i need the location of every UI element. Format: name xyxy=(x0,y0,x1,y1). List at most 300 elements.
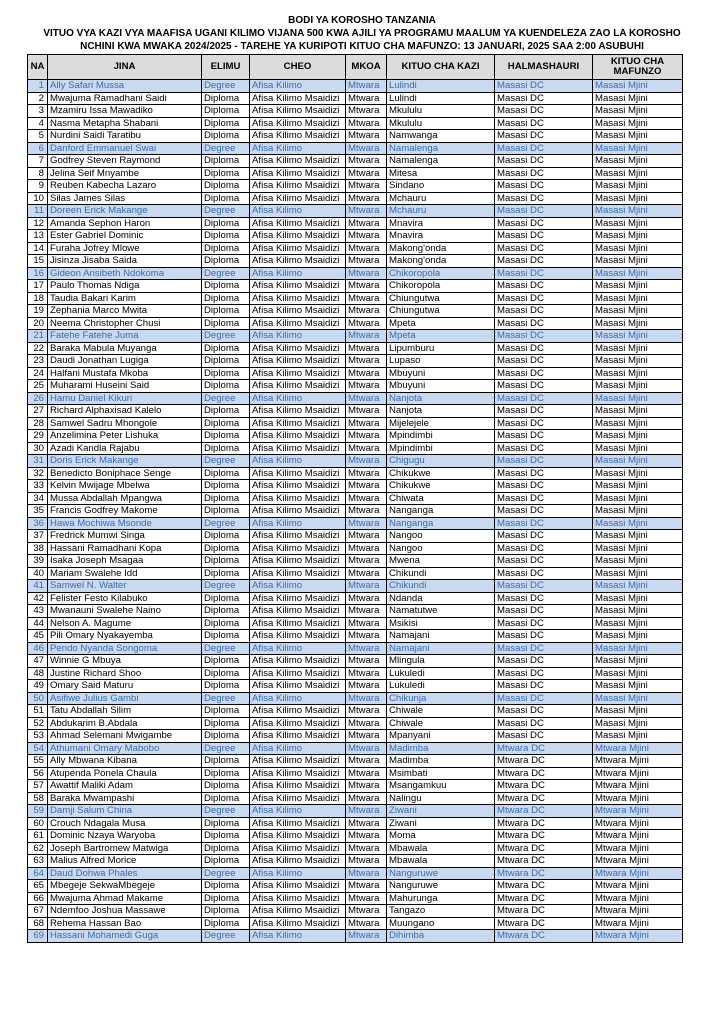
row-workstation: Mpindimbi xyxy=(387,430,495,443)
row-training-center: Masasi Mjini xyxy=(593,717,683,730)
row-number: 11 xyxy=(28,205,48,218)
row-name: Malius Alfred Morice xyxy=(48,855,202,868)
row-training-center: Masasi Mjini xyxy=(593,167,683,180)
row-number: 48 xyxy=(28,667,48,680)
row-title: Afisa Kilimo Msaidizi xyxy=(250,467,346,480)
row-number: 30 xyxy=(28,442,48,455)
row-title: Afisa Kilimo Msaidizi xyxy=(250,380,346,393)
row-council: Masasi DC xyxy=(495,255,593,268)
row-title: Afisa Kilimo Msaidizi xyxy=(250,830,346,843)
row-training-center: Masasi Mjini xyxy=(593,667,683,680)
row-number: 3 xyxy=(28,105,48,118)
row-region: Mtwara xyxy=(346,617,387,630)
row-region: Mtwara xyxy=(346,692,387,705)
row-name: Mariam Swalehe Idd xyxy=(48,567,202,580)
row-name: Damji Salum China xyxy=(48,805,202,818)
row-region: Mtwara xyxy=(346,892,387,905)
row-education: Diploma xyxy=(202,192,250,205)
table-row xyxy=(28,930,683,943)
row-workstation: Lukuledi xyxy=(387,680,495,693)
row-training-center: Mtwara Mjini xyxy=(593,767,683,780)
table-row xyxy=(28,330,683,343)
row-workstation: Lipumburu xyxy=(387,342,495,355)
row-title: Afisa Kilimo Msaidizi xyxy=(250,767,346,780)
row-training-center: Masasi Mjini xyxy=(593,255,683,268)
row-education: Degree xyxy=(202,517,250,530)
row-council: Masasi DC xyxy=(495,605,593,618)
row-council: Masasi DC xyxy=(495,317,593,330)
row-council: Masasi DC xyxy=(495,117,593,130)
col-header-halmashauri: HALMASHAURI xyxy=(495,55,593,80)
row-title: Afisa Kilimo Msaidizi xyxy=(250,792,346,805)
row-number: 23 xyxy=(28,355,48,368)
row-name: Baraka Mwampashi xyxy=(48,792,202,805)
row-training-center: Masasi Mjini xyxy=(593,217,683,230)
row-council: Masasi DC xyxy=(495,230,593,243)
row-training-center: Mtwara Mjini xyxy=(593,842,683,855)
row-education: Diploma xyxy=(202,255,250,268)
row-workstation: Chigugu xyxy=(387,455,495,468)
row-training-center: Mtwara Mjini xyxy=(593,867,683,880)
row-council: Masasi DC xyxy=(495,342,593,355)
row-region: Mtwara xyxy=(346,917,387,930)
table-row xyxy=(28,705,683,718)
table-row xyxy=(28,742,683,755)
row-workstation: Muungano xyxy=(387,917,495,930)
row-workstation: Chiwale xyxy=(387,717,495,730)
table-row xyxy=(28,480,683,493)
table-row xyxy=(28,630,683,643)
row-education: Diploma xyxy=(202,430,250,443)
row-council: Masasi DC xyxy=(495,180,593,193)
row-council: Masasi DC xyxy=(495,217,593,230)
table-row xyxy=(28,117,683,130)
row-council: Masasi DC xyxy=(495,480,593,493)
row-training-center: Masasi Mjini xyxy=(593,480,683,493)
row-title: Afisa Kilimo xyxy=(250,867,346,880)
row-title: Afisa Kilimo Msaidizi xyxy=(250,480,346,493)
table-row xyxy=(28,917,683,930)
row-education: Diploma xyxy=(202,417,250,430)
row-council: Masasi DC xyxy=(495,430,593,443)
row-training-center: Masasi Mjini xyxy=(593,642,683,655)
row-name: Daudi Jonathan Lugiga xyxy=(48,355,202,368)
row-title: Afisa Kilimo Msaidizi xyxy=(250,605,346,618)
row-region: Mtwara xyxy=(346,680,387,693)
row-education: Diploma xyxy=(202,630,250,643)
row-workstation: Msimbati xyxy=(387,767,495,780)
row-name: Nasma Metapha Shabani xyxy=(48,117,202,130)
row-education: Degree xyxy=(202,80,250,93)
row-region: Mtwara xyxy=(346,567,387,580)
row-name: Halfani Mustafa Mkoba xyxy=(48,367,202,380)
row-title: Afisa Kilimo Msaidizi xyxy=(250,217,346,230)
row-council: Mtwara DC xyxy=(495,830,593,843)
row-region: Mtwara xyxy=(346,742,387,755)
row-council: Mtwara DC xyxy=(495,767,593,780)
table-header-row xyxy=(28,55,683,80)
row-title: Afisa Kilimo xyxy=(250,267,346,280)
row-workstation: Ziwani xyxy=(387,817,495,830)
row-region: Mtwara xyxy=(346,542,387,555)
row-title: Afisa Kilimo Msaidizi xyxy=(250,355,346,368)
row-number: 34 xyxy=(28,492,48,505)
row-education: Diploma xyxy=(202,117,250,130)
row-name: Mussa Abdallah Mpangwa xyxy=(48,492,202,505)
row-workstation: Namalenga xyxy=(387,142,495,155)
row-council: Masasi DC xyxy=(495,105,593,118)
table-row xyxy=(28,342,683,355)
row-region: Mtwara xyxy=(346,630,387,643)
row-title: Afisa Kilimo Msaidizi xyxy=(250,292,346,305)
row-region: Mtwara xyxy=(346,105,387,118)
row-workstation: Mwena xyxy=(387,555,495,568)
row-council: Masasi DC xyxy=(495,580,593,593)
row-education: Diploma xyxy=(202,667,250,680)
row-council: Masasi DC xyxy=(495,392,593,405)
row-name: Anzelimina Peter Lishuka xyxy=(48,430,202,443)
row-region: Mtwara xyxy=(346,592,387,605)
row-training-center: Masasi Mjini xyxy=(593,355,683,368)
row-region: Mtwara xyxy=(346,317,387,330)
row-council: Masasi DC xyxy=(495,267,593,280)
table-row xyxy=(28,817,683,830)
row-council: Masasi DC xyxy=(495,455,593,468)
table-row xyxy=(28,780,683,793)
row-workstation: Ndanda xyxy=(387,592,495,605)
row-council: Mtwara DC xyxy=(495,792,593,805)
row-region: Mtwara xyxy=(346,80,387,93)
row-region: Mtwara xyxy=(346,92,387,105)
table-row xyxy=(28,392,683,405)
row-region: Mtwara xyxy=(346,355,387,368)
row-council: Masasi DC xyxy=(495,542,593,555)
row-number: 28 xyxy=(28,417,48,430)
row-region: Mtwara xyxy=(346,830,387,843)
row-number: 13 xyxy=(28,230,48,243)
row-number: 57 xyxy=(28,780,48,793)
row-number: 49 xyxy=(28,680,48,693)
row-education: Degree xyxy=(202,867,250,880)
row-council: Masasi DC xyxy=(495,717,593,730)
row-name: Zephania Marco Mwita xyxy=(48,305,202,318)
row-number: 21 xyxy=(28,330,48,343)
row-name: Godfrey Steven Raymond xyxy=(48,155,202,168)
row-workstation: Chiungutwa xyxy=(387,305,495,318)
table-row xyxy=(28,730,683,743)
row-workstation: Nanguruwe xyxy=(387,880,495,893)
row-region: Mtwara xyxy=(346,430,387,443)
row-number: 36 xyxy=(28,517,48,530)
row-number: 51 xyxy=(28,705,48,718)
row-workstation: Nanjota xyxy=(387,392,495,405)
col-header-mkoa: MKOA xyxy=(346,55,387,80)
row-education: Diploma xyxy=(202,167,250,180)
table-row xyxy=(28,217,683,230)
row-title: Afisa Kilimo Msaidizi xyxy=(250,317,346,330)
row-title: Afisa Kilimo Msaidizi xyxy=(250,430,346,443)
row-training-center: Masasi Mjini xyxy=(593,92,683,105)
row-education: Diploma xyxy=(202,605,250,618)
table-row xyxy=(28,267,683,280)
row-training-center: Masasi Mjini xyxy=(593,730,683,743)
row-training-center: Mtwara Mjini xyxy=(593,930,683,943)
row-education: Diploma xyxy=(202,567,250,580)
row-education: Diploma xyxy=(202,292,250,305)
row-education: Diploma xyxy=(202,280,250,293)
row-education: Degree xyxy=(202,392,250,405)
table-row xyxy=(28,405,683,418)
row-title: Afisa Kilimo Msaidizi xyxy=(250,192,346,205)
row-number: 58 xyxy=(28,792,48,805)
table-row xyxy=(28,417,683,430)
row-name: Mzamiru Issa Mawadiko xyxy=(48,105,202,118)
row-name: Ally Mbwana Kibana xyxy=(48,755,202,768)
row-workstation: Msikisi xyxy=(387,617,495,630)
row-education: Diploma xyxy=(202,355,250,368)
row-workstation: Namatutwe xyxy=(387,605,495,618)
table-row xyxy=(28,905,683,918)
row-name: Benedicto Boniphace Senge xyxy=(48,467,202,480)
row-number: 68 xyxy=(28,917,48,930)
row-title: Afisa Kilimo Msaidizi xyxy=(250,542,346,555)
row-region: Mtwara xyxy=(346,517,387,530)
row-number: 37 xyxy=(28,530,48,543)
row-number: 55 xyxy=(28,755,48,768)
row-education: Diploma xyxy=(202,155,250,168)
row-name: Winnie G Mbuya xyxy=(48,655,202,668)
row-title: Afisa Kilimo Msaidizi xyxy=(250,305,346,318)
row-number: 6 xyxy=(28,142,48,155)
row-training-center: Masasi Mjini xyxy=(593,267,683,280)
row-title: Afisa Kilimo Msaidizi xyxy=(250,855,346,868)
row-workstation: Sindano xyxy=(387,180,495,193)
row-title: Afisa Kilimo Msaidizi xyxy=(250,92,346,105)
row-workstation: Mbuyuni xyxy=(387,367,495,380)
row-training-center: Masasi Mjini xyxy=(593,342,683,355)
row-title: Afisa Kilimo Msaidizi xyxy=(250,117,346,130)
row-workstation: Moma xyxy=(387,830,495,843)
table-row xyxy=(28,242,683,255)
row-number: 10 xyxy=(28,192,48,205)
table-row xyxy=(28,767,683,780)
row-name: Azadi Kandla Rajabu xyxy=(48,442,202,455)
row-name: Ester Gabriel Dominic xyxy=(48,230,202,243)
table-row xyxy=(28,692,683,705)
row-council: Mtwara DC xyxy=(495,917,593,930)
row-name: Athumani Omary Mabobo xyxy=(48,742,202,755)
row-title: Afisa Kilimo xyxy=(250,330,346,343)
row-region: Mtwara xyxy=(346,442,387,455)
row-training-center: Masasi Mjini xyxy=(593,505,683,518)
row-region: Mtwara xyxy=(346,492,387,505)
row-training-center: Masasi Mjini xyxy=(593,430,683,443)
table-row xyxy=(28,867,683,880)
row-name: Reuben Kabecha Lazaro xyxy=(48,180,202,193)
row-region: Mtwara xyxy=(346,192,387,205)
row-region: Mtwara xyxy=(346,717,387,730)
row-name: Rehema Hassan Bao xyxy=(48,917,202,930)
row-council: Masasi DC xyxy=(495,467,593,480)
row-council: Masasi DC xyxy=(495,242,593,255)
row-education: Diploma xyxy=(202,780,250,793)
row-number: 40 xyxy=(28,567,48,580)
row-council: Masasi DC xyxy=(495,592,593,605)
row-education: Diploma xyxy=(202,317,250,330)
row-number: 65 xyxy=(28,880,48,893)
row-name: Isaka Joseph Msagaa xyxy=(48,555,202,568)
row-workstation: Makong'onda xyxy=(387,242,495,255)
row-council: Mtwara DC xyxy=(495,905,593,918)
table-row xyxy=(28,280,683,293)
row-workstation: Mpanyani xyxy=(387,730,495,743)
row-training-center: Masasi Mjini xyxy=(593,567,683,580)
row-training-center: Masasi Mjini xyxy=(593,330,683,343)
row-region: Mtwara xyxy=(346,380,387,393)
row-training-center: Masasi Mjini xyxy=(593,105,683,118)
row-name: Neema Christopher Chusi xyxy=(48,317,202,330)
row-workstation: Chikukwe xyxy=(387,467,495,480)
row-education: Diploma xyxy=(202,655,250,668)
row-training-center: Masasi Mjini xyxy=(593,142,683,155)
row-education: Diploma xyxy=(202,855,250,868)
row-title: Afisa Kilimo Msaidizi xyxy=(250,255,346,268)
table-row xyxy=(28,542,683,555)
row-training-center: Mtwara Mjini xyxy=(593,880,683,893)
row-number: 56 xyxy=(28,767,48,780)
table-row xyxy=(28,130,683,143)
row-training-center: Masasi Mjini xyxy=(593,155,683,168)
row-name: Furaha Jofrey Mlowe xyxy=(48,242,202,255)
row-workstation: Mkululu xyxy=(387,117,495,130)
row-workstation: Lulindi xyxy=(387,80,495,93)
row-education: Diploma xyxy=(202,592,250,605)
row-name: Hassani Ramadhani Kopa xyxy=(48,542,202,555)
row-training-center: Masasi Mjini xyxy=(593,130,683,143)
row-training-center: Masasi Mjini xyxy=(593,242,683,255)
row-name: Mwajuma Ramadhani Saidi xyxy=(48,92,202,105)
row-title: Afisa Kilimo xyxy=(250,930,346,943)
row-number: 50 xyxy=(28,692,48,705)
row-region: Mtwara xyxy=(346,642,387,655)
row-council: Masasi DC xyxy=(495,655,593,668)
row-education: Diploma xyxy=(202,542,250,555)
col-header-jina: JINA xyxy=(48,55,202,80)
row-workstation: Mpeta xyxy=(387,330,495,343)
table-row xyxy=(28,305,683,318)
row-region: Mtwara xyxy=(346,905,387,918)
row-title: Afisa Kilimo xyxy=(250,80,346,93)
row-education: Diploma xyxy=(202,717,250,730)
row-region: Mtwara xyxy=(346,392,387,405)
table-row xyxy=(28,317,683,330)
row-title: Afisa Kilimo Msaidizi xyxy=(250,242,346,255)
row-training-center: Masasi Mjini xyxy=(593,417,683,430)
row-name: Awattif Maliki Adam xyxy=(48,780,202,793)
row-title: Afisa Kilimo Msaidizi xyxy=(250,530,346,543)
row-education: Diploma xyxy=(202,467,250,480)
col-header-kituo-cha-mafunzo: KITUO CHA MAFUNZO xyxy=(593,55,683,80)
row-number: 26 xyxy=(28,392,48,405)
row-workstation: Mpindimbi xyxy=(387,442,495,455)
table-row xyxy=(28,180,683,193)
row-education: Diploma xyxy=(202,242,250,255)
row-region: Mtwara xyxy=(346,205,387,218)
row-training-center: Masasi Mjini xyxy=(593,680,683,693)
row-name: Omary Said Maturu xyxy=(48,680,202,693)
row-region: Mtwara xyxy=(346,792,387,805)
row-training-center: Masasi Mjini xyxy=(593,192,683,205)
table-row xyxy=(28,880,683,893)
row-council: Masasi DC xyxy=(495,617,593,630)
row-number: 63 xyxy=(28,855,48,868)
table-row xyxy=(28,892,683,905)
row-training-center: Masasi Mjini xyxy=(593,367,683,380)
row-workstation: Mnavira xyxy=(387,230,495,243)
row-name: Silas James Silas xyxy=(48,192,202,205)
row-region: Mtwara xyxy=(346,505,387,518)
row-training-center: Masasi Mjini xyxy=(593,305,683,318)
row-number: 5 xyxy=(28,130,48,143)
row-workstation: Mbawala xyxy=(387,842,495,855)
row-training-center: Masasi Mjini xyxy=(593,405,683,418)
row-title: Afisa Kilimo Msaidizi xyxy=(250,280,346,293)
row-workstation: Nanjota xyxy=(387,405,495,418)
row-name: Joseph Bartromew Matwiga xyxy=(48,842,202,855)
row-training-center: Masasi Mjini xyxy=(593,630,683,643)
row-council: Masasi DC xyxy=(495,667,593,680)
row-title: Afisa Kilimo xyxy=(250,205,346,218)
row-education: Diploma xyxy=(202,680,250,693)
row-workstation: Mkululu xyxy=(387,105,495,118)
table-row xyxy=(28,492,683,505)
row-number: 41 xyxy=(28,580,48,593)
row-title: Afisa Kilimo Msaidizi xyxy=(250,817,346,830)
row-title: Afisa Kilimo xyxy=(250,805,346,818)
row-title: Afisa Kilimo xyxy=(250,692,346,705)
row-education: Diploma xyxy=(202,767,250,780)
row-training-center: Masasi Mjini xyxy=(593,467,683,480)
row-council: Mtwara DC xyxy=(495,892,593,905)
row-region: Mtwara xyxy=(346,755,387,768)
row-region: Mtwara xyxy=(346,855,387,868)
row-number: 54 xyxy=(28,742,48,755)
row-title: Afisa Kilimo Msaidizi xyxy=(250,917,346,930)
row-workstation: Mlingula xyxy=(387,655,495,668)
doc-title-line-2: NCHINI KWA MWAKA 2024/2025 - TAREHE YA KURIPOTI KITUO CHA MAFUNZO: 13 JANUARI, 2025 SAA 2:00 ASUBUHI xyxy=(80,41,644,52)
row-workstation: Chikundi xyxy=(387,567,495,580)
row-title: Afisa Kilimo Msaidizi xyxy=(250,680,346,693)
row-council: Masasi DC xyxy=(495,705,593,718)
row-council: Masasi DC xyxy=(495,92,593,105)
row-region: Mtwara xyxy=(346,655,387,668)
row-training-center: Masasi Mjini xyxy=(593,555,683,568)
table-row xyxy=(28,455,683,468)
row-education: Diploma xyxy=(202,442,250,455)
row-education: Diploma xyxy=(202,755,250,768)
row-workstation: Nanganga xyxy=(387,505,495,518)
table-row xyxy=(28,855,683,868)
row-title: Afisa Kilimo Msaidizi xyxy=(250,367,346,380)
row-number: 35 xyxy=(28,505,48,518)
row-title: Afisa Kilimo xyxy=(250,392,346,405)
table-row xyxy=(28,192,683,205)
row-education: Degree xyxy=(202,455,250,468)
row-region: Mtwara xyxy=(346,155,387,168)
row-council: Mtwara DC xyxy=(495,805,593,818)
row-training-center: Masasi Mjini xyxy=(593,605,683,618)
row-workstation: Chiwata xyxy=(387,492,495,505)
